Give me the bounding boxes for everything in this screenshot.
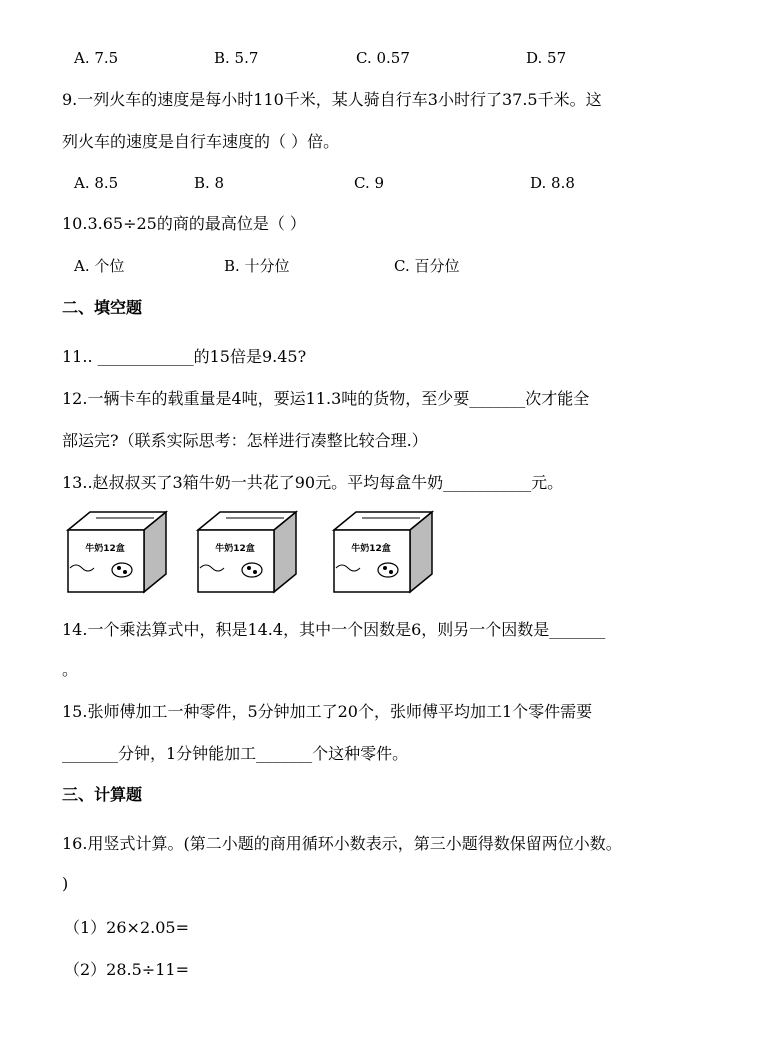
section3-title: 三、计算题 [62, 785, 143, 804]
q13-text: 13..赵叔叔买了3箱牛奶一共花了90元。平均每盒牛奶___________元。 [62, 473, 564, 492]
q16-item-1: （1）26×2.05= [64, 918, 189, 937]
q9-option-b: B. 8 [194, 174, 225, 192]
milk-box-label: 牛奶12盒 [351, 544, 391, 554]
q15-text-line1: 15.张师傅加工一种零件，5分钟加工了20个，张师傅平均加工1个零件需要 [62, 702, 593, 721]
q10-option-b: B. 十分位 [224, 257, 290, 275]
q10-text: 10.3.65÷25的商的最高位是（ ） [62, 214, 306, 233]
q9-option-a: A. 8.5 [74, 174, 119, 192]
q9-option-c: C. 9 [354, 174, 385, 192]
milk-box-1 [66, 508, 170, 594]
milk-box-label: 牛奶12盒 [215, 544, 255, 554]
q16-text-line1: 16.用竖式计算。(第二小题的商用循环小数表示，第三小题得数保留两位小数。 [62, 834, 622, 853]
q9-text-line1: 9.一列火车的速度是每小时110千米，某人骑自行车3小时行了37.5千米。这 [62, 90, 602, 109]
section2-title: 二、填空题 [62, 298, 143, 317]
q10-option-c: C. 百分位 [394, 257, 460, 275]
q14-text-line1: 14.一个乘法算式中，积是14.4，其中一个因数是6，则另一个因数是_______ [62, 620, 606, 639]
milk-boxes-illustration [66, 508, 446, 596]
q10-option-a: A. 个位 [74, 257, 125, 275]
q8-option-a: A. 7.5 [74, 49, 119, 67]
milk-box-label: 牛奶12盒 [85, 544, 125, 554]
milk-box-3 [332, 508, 436, 594]
q8-option-c: C. 0.57 [356, 49, 410, 67]
milk-box-2 [196, 508, 300, 594]
q11-text: 11.. ____________的15倍是9.45? [62, 347, 307, 366]
q9-text-line2: 列火车的速度是自行车速度的（ ）倍。 [62, 132, 340, 151]
q8-option-b: B. 5.7 [214, 49, 259, 67]
q8-option-d: D. 57 [526, 49, 567, 67]
q16-text-line2: ) [62, 874, 69, 893]
q12-text-line1: 12.一辆卡车的载重量是4吨，要运11.3吨的货物，至少要_______次才能全 [62, 389, 590, 408]
q12-text-line2: 部运完?（联系实际思考：怎样进行凑整比较合理.） [62, 431, 428, 450]
q14-text-line2: 。 [62, 660, 79, 679]
q16-item-2: （2）28.5÷11= [64, 960, 189, 979]
q15-text-line2: _______分钟，1分钟能加工_______个这种零件。 [62, 744, 409, 763]
q9-option-d: D. 8.8 [530, 174, 575, 192]
